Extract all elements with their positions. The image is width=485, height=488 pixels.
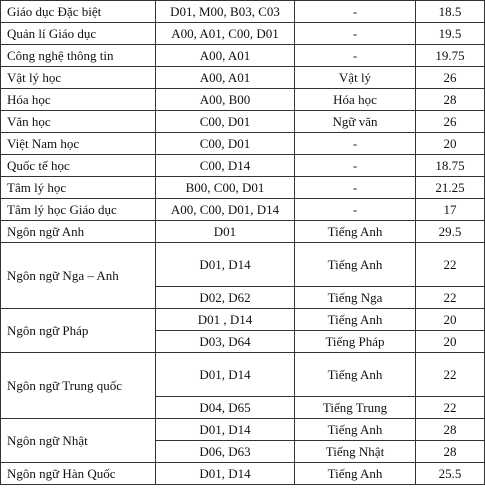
main-subject: Ngữ văn (295, 111, 416, 133)
main-subject: Tiếng Anh (295, 221, 416, 243)
subject-combination: D02, D62 (156, 287, 295, 309)
cutoff-score: 19.5 (416, 23, 485, 45)
major-name: Ngôn ngữ Anh (1, 221, 156, 243)
subject-combination: D01, D14 (156, 463, 295, 485)
main-subject: - (295, 45, 416, 67)
table-row (1, 89, 485, 111)
main-subject: Tiếng Anh (295, 309, 416, 331)
cutoff-score: 28 (416, 419, 485, 441)
subject-combination: C00, D14 (156, 155, 295, 177)
main-subject: Tiếng Anh (295, 419, 416, 441)
cutoff-score: 26 (416, 67, 485, 89)
major-name: Việt Nam học (1, 133, 156, 155)
table-row (1, 111, 485, 133)
main-subject: Tiếng Anh (295, 463, 416, 485)
table-row (1, 177, 485, 199)
subject-combination: C00, D01 (156, 111, 295, 133)
subject-combination: A00, B00 (156, 89, 295, 111)
cutoff-score: 25.5 (416, 463, 485, 485)
cutoff-score: 18.75 (416, 155, 485, 177)
major-name: Văn học (1, 111, 156, 133)
table-row (1, 23, 485, 45)
main-subject: Tiếng Anh (295, 243, 416, 287)
cutoff-score: 20 (416, 309, 485, 331)
table-row (1, 133, 485, 155)
subject-combination: B00, C00, D01 (156, 177, 295, 199)
cutoff-score: 19.75 (416, 45, 485, 67)
major-name: Tâm lý học Giáo dục (1, 199, 156, 221)
subject-combination: D03, D64 (156, 331, 295, 353)
main-subject: - (295, 23, 416, 45)
major-name: Vật lý học (1, 67, 156, 89)
table-row (1, 155, 485, 177)
main-subject: Hóa học (295, 89, 416, 111)
cutoff-score: 28 (416, 441, 485, 463)
cutoff-score: 20 (416, 331, 485, 353)
major-name: Ngôn ngữ Hàn Quốc (1, 463, 156, 485)
table-row (1, 1, 485, 23)
major-name: Ngôn ngữ Pháp (1, 309, 156, 353)
subject-combination: D04, D65 (156, 397, 295, 419)
major-name: Quản lí Giáo dục (1, 23, 156, 45)
cutoff-score: 26 (416, 111, 485, 133)
subject-combination: A00, A01 (156, 67, 295, 89)
cutoff-score: 29.5 (416, 221, 485, 243)
subject-combination: D01, D14 (156, 419, 295, 441)
major-name: Ngôn ngữ Nhật (1, 419, 156, 463)
major-name: Công nghệ thông tin (1, 45, 156, 67)
major-name: Giáo dục Đặc biệt (1, 1, 156, 23)
major-name: Ngôn ngữ Nga – Anh (1, 243, 156, 309)
cutoff-score: 17 (416, 199, 485, 221)
main-subject: - (295, 199, 416, 221)
subject-combination: D01, D14 (156, 353, 295, 397)
main-subject: - (295, 1, 416, 23)
subject-combination: A00, C00, D01, D14 (156, 199, 295, 221)
table-row (1, 221, 485, 243)
subject-combination: D06, D63 (156, 441, 295, 463)
table-row (1, 199, 485, 221)
cutoff-score: 22 (416, 243, 485, 287)
subject-combination: A00, A01, C00, D01 (156, 23, 295, 45)
table-row (1, 309, 485, 331)
cutoff-score: 22 (416, 353, 485, 397)
major-name: Ngôn ngữ Trung quốc (1, 353, 156, 419)
major-name: Hóa học (1, 89, 156, 111)
table-row (1, 67, 485, 89)
subject-combination: D01 , D14 (156, 309, 295, 331)
major-name: Quốc tế học (1, 155, 156, 177)
main-subject: Tiếng Pháp (295, 331, 416, 353)
cutoff-score: 22 (416, 397, 485, 419)
table-row (1, 353, 485, 397)
cutoff-score: 21.25 (416, 177, 485, 199)
cutoff-score: 18.5 (416, 1, 485, 23)
major-name: Tâm lý học (1, 177, 156, 199)
main-subject: Vật lý (295, 67, 416, 89)
subject-combination: C00, D01 (156, 133, 295, 155)
cutoff-score: 28 (416, 89, 485, 111)
main-subject: Tiếng Nhật (295, 441, 416, 463)
main-subject: Tiếng Anh (295, 353, 416, 397)
subject-combination: D01 (156, 221, 295, 243)
cutoff-score: 20 (416, 133, 485, 155)
cutoff-score: 22 (416, 287, 485, 309)
main-subject: Tiếng Nga (295, 287, 416, 309)
main-subject: - (295, 177, 416, 199)
table-row (1, 243, 485, 287)
table-row (1, 45, 485, 67)
table-row (1, 463, 485, 485)
subject-combination: D01, M00, B03, C03 (156, 1, 295, 23)
main-subject: Tiếng Trung (295, 397, 416, 419)
subject-combination: A00, A01 (156, 45, 295, 67)
main-subject: - (295, 133, 416, 155)
subject-combination: D01, D14 (156, 243, 295, 287)
table-row (1, 419, 485, 441)
main-subject: - (295, 155, 416, 177)
